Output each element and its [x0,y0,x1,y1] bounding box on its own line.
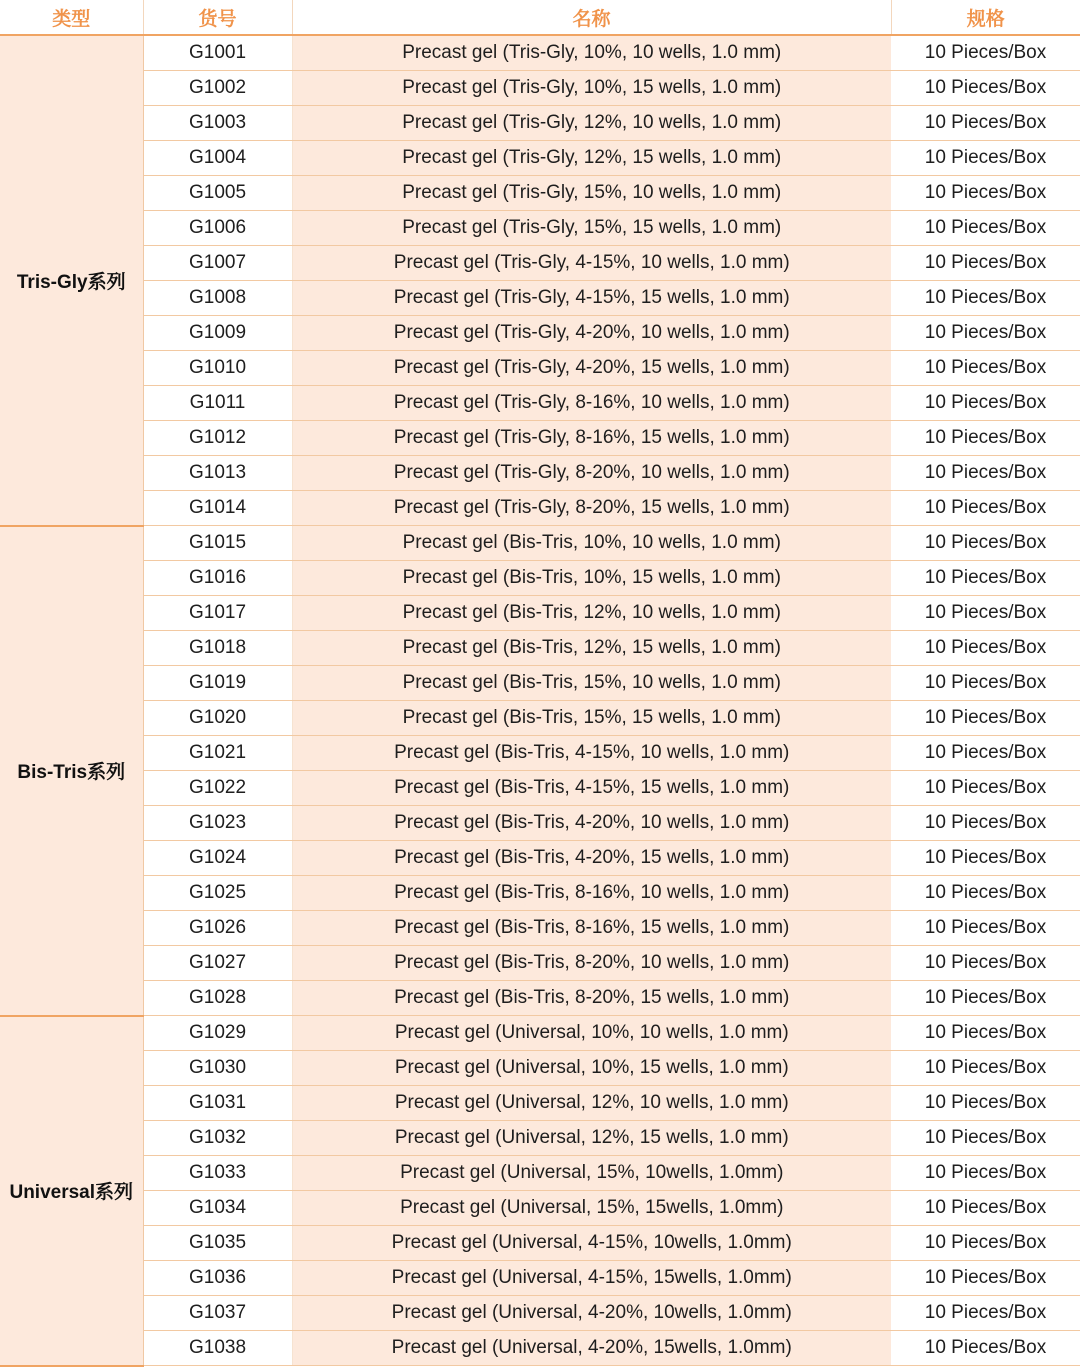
spec-cell: 10 Pieces/Box [891,246,1080,281]
table-row [0,1121,1080,1156]
table-body [0,35,1080,1366]
item-code-cell: G1032 [143,1121,292,1156]
spec-cell: 10 Pieces/Box [891,981,1080,1016]
product-name-cell: Precast gel (Universal, 4-20%, 10wells, 1.0mm) [292,1296,891,1331]
product-name-cell: Precast gel (Universal, 15%, 15wells, 1.0mm) [292,1191,891,1226]
item-code-cell: G1008 [143,281,292,316]
item-code-cell: G1027 [143,946,292,981]
spec-cell: 10 Pieces/Box [891,1261,1080,1296]
item-code-cell: G1034 [143,1191,292,1226]
product-name-cell: Precast gel (Universal, 10%, 15 wells, 1.0 mm) [292,1051,891,1086]
item-code-cell: G1009 [143,316,292,351]
item-code-cell: G1014 [143,491,292,526]
spec-cell: 10 Pieces/Box [891,666,1080,701]
spec-cell: 10 Pieces/Box [891,176,1080,211]
item-code-cell: G1035 [143,1226,292,1261]
table-row [0,141,1080,176]
product-name-cell: Precast gel (Tris-Gly, 10%, 10 wells, 1.0 mm) [292,35,891,71]
item-code-cell: G1022 [143,771,292,806]
table-row [0,701,1080,736]
table-row [0,561,1080,596]
item-code-cell: G1013 [143,456,292,491]
product-name-cell: Precast gel (Tris-Gly, 8-20%, 15 wells, 1.0 mm) [292,491,891,526]
item-code-cell: G1003 [143,106,292,141]
item-code-cell: G1023 [143,806,292,841]
series-type-cell: Tris-Gly系列 [0,35,143,526]
table-row [0,981,1080,1016]
table-row [0,1086,1080,1121]
product-name-cell: Precast gel (Universal, 4-15%, 15wells, 1.0mm) [292,1261,891,1296]
table-row [0,911,1080,946]
product-name-cell: Precast gel (Bis-Tris, 12%, 15 wells, 1.0 mm) [292,631,891,666]
item-code-cell: G1037 [143,1296,292,1331]
item-code-cell: G1028 [143,981,292,1016]
spec-cell: 10 Pieces/Box [891,281,1080,316]
item-code-cell: G1030 [143,1051,292,1086]
table-row [0,246,1080,281]
spec-cell: 10 Pieces/Box [891,1331,1080,1366]
table-row [0,1226,1080,1261]
item-code-cell: G1010 [143,351,292,386]
header-row [0,0,1080,35]
table-row [0,1331,1080,1366]
item-code-cell: G1001 [143,35,292,71]
spec-cell: 10 Pieces/Box [891,71,1080,106]
table-row [0,631,1080,666]
item-code-cell: G1015 [143,526,292,561]
product-name-cell: Precast gel (Bis-Tris, 10%, 10 wells, 1.0 mm) [292,526,891,561]
item-code-cell: G1002 [143,71,292,106]
table-row [0,106,1080,141]
header-name: 名称 [292,0,891,35]
table-row [0,35,1080,71]
item-code-cell: G1025 [143,876,292,911]
table-row [0,876,1080,911]
table-row [0,1016,1080,1051]
table-row [0,1296,1080,1331]
table-row [0,1156,1080,1191]
table-row [0,351,1080,386]
item-code-cell: G1033 [143,1156,292,1191]
product-name-cell: Precast gel (Universal, 4-15%, 10wells, 1.0mm) [292,1226,891,1261]
table-row [0,596,1080,631]
product-name-cell: Precast gel (Bis-Tris, 8-20%, 10 wells, 1.0 mm) [292,946,891,981]
spec-cell: 10 Pieces/Box [891,841,1080,876]
spec-cell: 10 Pieces/Box [891,631,1080,666]
spec-cell: 10 Pieces/Box [891,316,1080,351]
product-name-cell: Precast gel (Tris-Gly, 10%, 15 wells, 1.0 mm) [292,71,891,106]
spec-cell: 10 Pieces/Box [891,1051,1080,1086]
spec-cell: 10 Pieces/Box [891,736,1080,771]
product-name-cell: Precast gel (Bis-Tris, 8-16%, 10 wells, 1.0 mm) [292,876,891,911]
table-row [0,666,1080,701]
product-name-cell: Precast gel (Bis-Tris, 8-16%, 15 wells, 1.0 mm) [292,911,891,946]
item-code-cell: G1019 [143,666,292,701]
product-name-cell: Precast gel (Bis-Tris, 4-15%, 10 wells, 1.0 mm) [292,736,891,771]
product-name-cell: Precast gel (Bis-Tris, 12%, 10 wells, 1.0 mm) [292,596,891,631]
table-row [0,491,1080,526]
table-row [0,316,1080,351]
spec-cell: 10 Pieces/Box [891,911,1080,946]
item-code-cell: G1007 [143,246,292,281]
product-name-cell: Precast gel (Bis-Tris, 10%, 15 wells, 1.0 mm) [292,561,891,596]
spec-cell: 10 Pieces/Box [891,1226,1080,1261]
spec-cell: 10 Pieces/Box [891,141,1080,176]
product-name-cell: Precast gel (Universal, 4-20%, 15wells, 1.0mm) [292,1331,891,1366]
spec-cell: 10 Pieces/Box [891,701,1080,736]
spec-cell: 10 Pieces/Box [891,351,1080,386]
spec-cell: 10 Pieces/Box [891,596,1080,631]
spec-cell: 10 Pieces/Box [891,1156,1080,1191]
item-code-cell: G1038 [143,1331,292,1366]
item-code-cell: G1024 [143,841,292,876]
spec-cell: 10 Pieces/Box [891,561,1080,596]
product-name-cell: Precast gel (Bis-Tris, 15%, 15 wells, 1.0 mm) [292,701,891,736]
product-name-cell: Precast gel (Tris-Gly, 15%, 10 wells, 1.0 mm) [292,176,891,211]
item-code-cell: G1011 [143,386,292,421]
product-name-cell: Precast gel (Universal, 15%, 10wells, 1.0mm) [292,1156,891,1191]
table-row [0,1191,1080,1226]
table-row [0,281,1080,316]
spec-cell: 10 Pieces/Box [891,1191,1080,1226]
header-code: 货号 [143,0,292,35]
spec-cell: 10 Pieces/Box [891,386,1080,421]
product-name-cell: Precast gel (Tris-Gly, 8-16%, 10 wells, 1.0 mm) [292,386,891,421]
item-code-cell: G1029 [143,1016,292,1051]
series-type-cell: Bis-Tris系列 [0,526,143,1016]
item-code-cell: G1012 [143,421,292,456]
table-row [0,946,1080,981]
spec-cell: 10 Pieces/Box [891,491,1080,526]
item-code-cell: G1020 [143,701,292,736]
item-code-cell: G1006 [143,211,292,246]
table-row [0,736,1080,771]
spec-cell: 10 Pieces/Box [891,456,1080,491]
product-name-cell: Precast gel (Tris-Gly, 4-20%, 10 wells, 1.0 mm) [292,316,891,351]
item-code-cell: G1036 [143,1261,292,1296]
item-code-cell: G1005 [143,176,292,211]
table-header [0,0,1080,35]
product-name-cell: Precast gel (Tris-Gly, 12%, 10 wells, 1.0 mm) [292,106,891,141]
item-code-cell: G1017 [143,596,292,631]
table-row [0,71,1080,106]
product-name-cell: Precast gel (Universal, 12%, 10 wells, 1.0 mm) [292,1086,891,1121]
product-name-cell: Precast gel (Tris-Gly, 4-15%, 15 wells, 1.0 mm) [292,281,891,316]
item-code-cell: G1004 [143,141,292,176]
product-name-cell: Precast gel (Bis-Tris, 4-15%, 15 wells, 1.0 mm) [292,771,891,806]
table-row [0,771,1080,806]
spec-cell: 10 Pieces/Box [891,771,1080,806]
table-row [0,841,1080,876]
spec-cell: 10 Pieces/Box [891,106,1080,141]
spec-cell: 10 Pieces/Box [891,526,1080,561]
header-spec: 规格 [891,0,1080,35]
product-name-cell: Precast gel (Bis-Tris, 4-20%, 15 wells, 1.0 mm) [292,841,891,876]
product-name-cell: Precast gel (Tris-Gly, 8-20%, 10 wells, 1.0 mm) [292,456,891,491]
series-type-cell: Universal系列 [0,1016,143,1366]
table-row [0,176,1080,211]
spec-cell: 10 Pieces/Box [891,1296,1080,1331]
spec-cell: 10 Pieces/Box [891,421,1080,456]
table-row [0,386,1080,421]
spec-cell: 10 Pieces/Box [891,946,1080,981]
spec-cell: 10 Pieces/Box [891,876,1080,911]
item-code-cell: G1031 [143,1086,292,1121]
spec-cell: 10 Pieces/Box [891,211,1080,246]
product-name-cell: Precast gel (Universal, 10%, 10 wells, 1.0 mm) [292,1016,891,1051]
table-row [0,526,1080,561]
item-code-cell: G1016 [143,561,292,596]
product-name-cell: Precast gel (Tris-Gly, 15%, 15 wells, 1.0 mm) [292,211,891,246]
spec-cell: 10 Pieces/Box [891,1086,1080,1121]
product-name-cell: Precast gel (Bis-Tris, 4-20%, 10 wells, 1.0 mm) [292,806,891,841]
product-name-cell: Precast gel (Tris-Gly, 12%, 15 wells, 1.0 mm) [292,141,891,176]
table-row [0,211,1080,246]
table-row [0,806,1080,841]
product-name-cell: Precast gel (Tris-Gly, 4-20%, 15 wells, 1.0 mm) [292,351,891,386]
product-name-cell: Precast gel (Bis-Tris, 8-20%, 15 wells, 1.0 mm) [292,981,891,1016]
product-name-cell: Precast gel (Universal, 12%, 15 wells, 1.0 mm) [292,1121,891,1156]
spec-cell: 10 Pieces/Box [891,806,1080,841]
item-code-cell: G1018 [143,631,292,666]
item-code-cell: G1026 [143,911,292,946]
spec-cell: 10 Pieces/Box [891,1121,1080,1156]
spec-cell: 10 Pieces/Box [891,35,1080,71]
product-name-cell: Precast gel (Bis-Tris, 15%, 10 wells, 1.0 mm) [292,666,891,701]
table-row [0,1051,1080,1086]
product-name-cell: Precast gel (Tris-Gly, 8-16%, 15 wells, 1.0 mm) [292,421,891,456]
product-name-cell: Precast gel (Tris-Gly, 4-15%, 10 wells, 1.0 mm) [292,246,891,281]
table-row [0,456,1080,491]
table-row [0,1261,1080,1296]
item-code-cell: G1021 [143,736,292,771]
header-type: 类型 [0,0,143,35]
table-row [0,421,1080,456]
spec-cell: 10 Pieces/Box [891,1016,1080,1051]
